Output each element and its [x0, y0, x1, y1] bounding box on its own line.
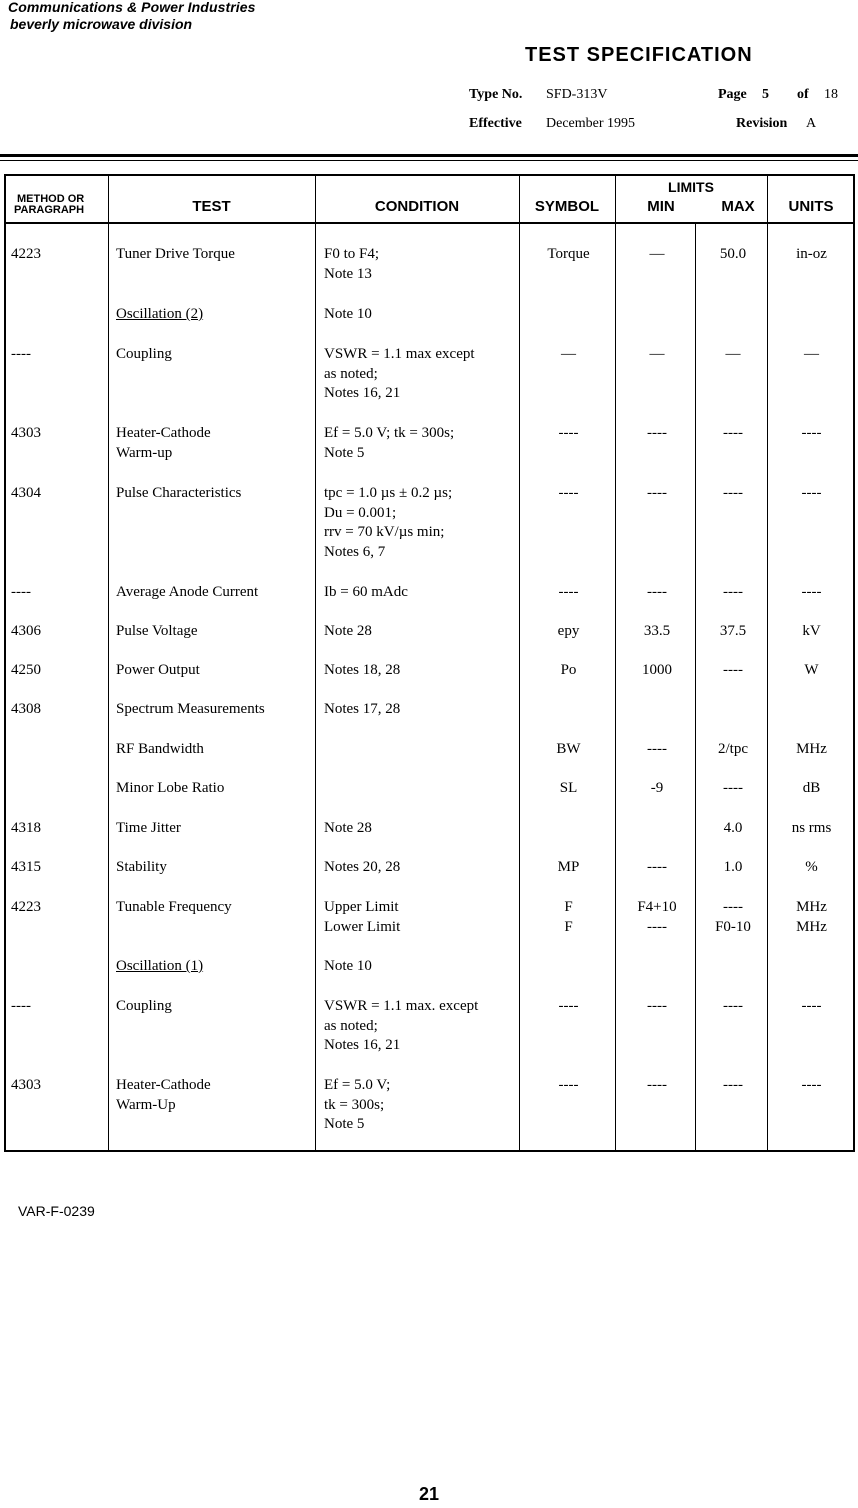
effective-label: Effective	[469, 116, 522, 131]
cell-max: 4.0	[723, 820, 743, 836]
cell-symbol: BW	[556, 741, 581, 757]
header-max: MAX	[721, 198, 755, 215]
cell-min: ----	[647, 859, 667, 875]
cell-test: Tunable Frequency	[116, 899, 232, 915]
header-method-line1: METHOD OR	[17, 193, 85, 205]
cell-max: ----	[723, 662, 743, 678]
cell-method: 4304	[11, 485, 41, 501]
cell-units: in-oz	[796, 246, 827, 262]
cell-symbol: ----	[558, 1077, 579, 1093]
cell-method: ----	[11, 346, 31, 362]
cell-test: Minor Lobe Ratio	[116, 780, 225, 796]
cell-max: 37.5	[719, 623, 747, 639]
cell-symbol: Po	[560, 662, 577, 678]
cell-units: ----	[801, 425, 822, 441]
page-value: 5	[762, 87, 769, 102]
cell-max: 2/tpc	[718, 741, 748, 757]
cell-test: RF Bandwidth	[116, 741, 204, 757]
cell-condition: Notes 18, 28	[324, 662, 401, 678]
cell-method: 4303	[11, 425, 41, 441]
cell-min: -9	[650, 780, 664, 796]
cell-test: Oscillation (2)	[116, 306, 204, 322]
revision-label: Revision	[736, 116, 788, 131]
cell-condition: Note 28	[324, 820, 372, 836]
cell-max: ----	[723, 998, 743, 1014]
cell-max: 1.0	[723, 859, 743, 875]
cell-units: dB	[802, 780, 821, 796]
cell-max: ----	[723, 584, 743, 600]
cell-min: —	[649, 246, 665, 262]
cell-condition: VSWR = 1.1 max except as noted; Notes 16, 21	[324, 346, 475, 402]
cell-units: W	[804, 662, 819, 678]
cell-condition: Ef = 5.0 V; tk = 300s; Note 5	[324, 1077, 391, 1133]
cell-test: Pulse Characteristics	[116, 485, 242, 501]
cell-min: —	[649, 346, 665, 362]
cell-test: Stability	[116, 859, 167, 875]
cell-method: 4315	[11, 859, 41, 875]
cell-min: ----	[647, 1077, 667, 1093]
cell-method: 4303	[11, 1077, 41, 1093]
cell-max: —	[725, 346, 741, 362]
document-title: TEST SPECIFICATION	[525, 44, 753, 66]
revision-value: A	[806, 116, 817, 131]
cell-test: Coupling	[116, 346, 172, 362]
cell-test: Heater-Cathode Warm-Up	[116, 1077, 211, 1113]
header-units: UNITS	[788, 198, 834, 215]
header-rule-thin	[0, 160, 858, 161]
cell-symbol: Torque	[547, 246, 590, 262]
header-rule-thick	[0, 154, 858, 157]
header-limits: LIMITS	[668, 179, 714, 195]
cell-test: Power Output	[116, 662, 200, 678]
cell-min: F4+10 ----	[637, 899, 677, 935]
cell-units: ns rms	[791, 820, 832, 836]
cell-condition: Notes 17, 28	[324, 701, 401, 717]
cell-units: ----	[801, 584, 822, 600]
cell-units: ----	[801, 485, 822, 501]
cell-units: ----	[801, 998, 822, 1014]
cell-method: 4306	[11, 623, 41, 639]
cell-symbol: SL	[559, 780, 578, 796]
cell-method: 4223	[11, 899, 41, 915]
cell-condition: Note 28	[324, 623, 372, 639]
cell-min: ----	[647, 741, 667, 757]
type-number-label: Type No.	[469, 87, 523, 102]
of-label: of	[797, 87, 809, 102]
cell-test: Spectrum Measurements	[116, 701, 265, 717]
cell-condition: tpc = 1.0 µs ± 0.2 µs; Du = 0.001; rrv = 70 kV/µs min; Notes 6, 7	[324, 485, 453, 561]
cell-max: 50.0	[719, 246, 747, 262]
cell-units: MHz MHz	[796, 899, 827, 935]
cell-min: ----	[647, 998, 667, 1014]
header-method-line2: PARAGRAPH	[14, 204, 85, 216]
cell-max: ----	[723, 1077, 743, 1093]
cell-symbol: MP	[557, 859, 580, 875]
division-name: beverly microwave division	[10, 16, 193, 32]
cell-units: —	[804, 346, 819, 362]
cell-units: ----	[801, 1077, 822, 1093]
type-number-value: SFD-313V	[546, 87, 608, 102]
cell-condition: Ef = 5.0 V; tk = 300s; Note 5	[324, 425, 455, 461]
effective-value: December 1995	[546, 116, 636, 131]
header-method	[14, 194, 84, 216]
cell-min: 1000	[642, 662, 672, 678]
cell-condition: Notes 20, 28	[324, 859, 401, 875]
form-number: VAR-F-0239	[18, 1203, 95, 1219]
cell-max: ---- F0-10	[715, 899, 751, 935]
cell-min: ----	[647, 425, 667, 441]
cell-max: ----	[723, 780, 743, 796]
cell-test: Oscillation (1)	[116, 958, 204, 974]
header-symbol: SYMBOL	[534, 198, 600, 215]
cell-method: ----	[11, 584, 31, 600]
cell-min: ----	[647, 485, 667, 501]
cell-condition: Ib = 60 mAdc	[324, 584, 408, 600]
cell-units: MHz	[796, 741, 827, 757]
cell-min: 33.5	[643, 623, 671, 639]
cell-symbol: ----	[558, 485, 579, 501]
cell-condition: Note 10	[324, 306, 372, 322]
cell-max: ----	[723, 485, 743, 501]
page-number: 21	[418, 1484, 440, 1504]
cell-condition: Note 10	[324, 958, 372, 974]
cell-method: 4308	[11, 701, 41, 717]
header-divider	[6, 222, 853, 224]
header-test: TEST	[192, 198, 231, 215]
cell-min: ----	[647, 584, 667, 600]
cell-method: 4223	[11, 246, 41, 262]
cell-test: Tuner Drive Torque	[116, 246, 235, 262]
cell-test: Coupling	[116, 998, 172, 1014]
cell-units: kV	[802, 623, 821, 639]
spec-table	[4, 174, 855, 1152]
col-divider-test	[108, 176, 109, 1150]
cell-method: 4250	[11, 662, 41, 678]
cell-max: ----	[723, 425, 743, 441]
cell-symbol: ----	[558, 584, 579, 600]
cell-symbol: F F	[564, 899, 573, 935]
cell-condition: Upper Limit Lower Limit	[324, 899, 401, 935]
cell-symbol: epy	[557, 623, 580, 639]
cell-method: 4318	[11, 820, 41, 836]
cell-symbol: ----	[558, 998, 579, 1014]
cell-condition: F0 to F4; Note 13	[324, 246, 380, 282]
of-value: 18	[824, 87, 838, 102]
page-label: Page	[718, 87, 747, 102]
company-name: Communications & Power Industries	[8, 0, 256, 15]
cell-condition: VSWR = 1.1 max. except as noted; Notes 16, 21	[324, 998, 479, 1054]
cell-test: Average Anode Current	[116, 584, 259, 600]
header-min: MIN	[647, 198, 675, 215]
cell-test: Pulse Voltage	[116, 623, 198, 639]
cell-test: Heater-Cathode Warm-up	[116, 425, 211, 461]
cell-method: ----	[11, 998, 31, 1014]
cell-test: Time Jitter	[116, 820, 181, 836]
header-condition: CONDITION	[374, 198, 460, 215]
cell-units: %	[805, 859, 818, 875]
cell-symbol: ----	[558, 425, 579, 441]
cell-symbol: —	[561, 346, 576, 362]
